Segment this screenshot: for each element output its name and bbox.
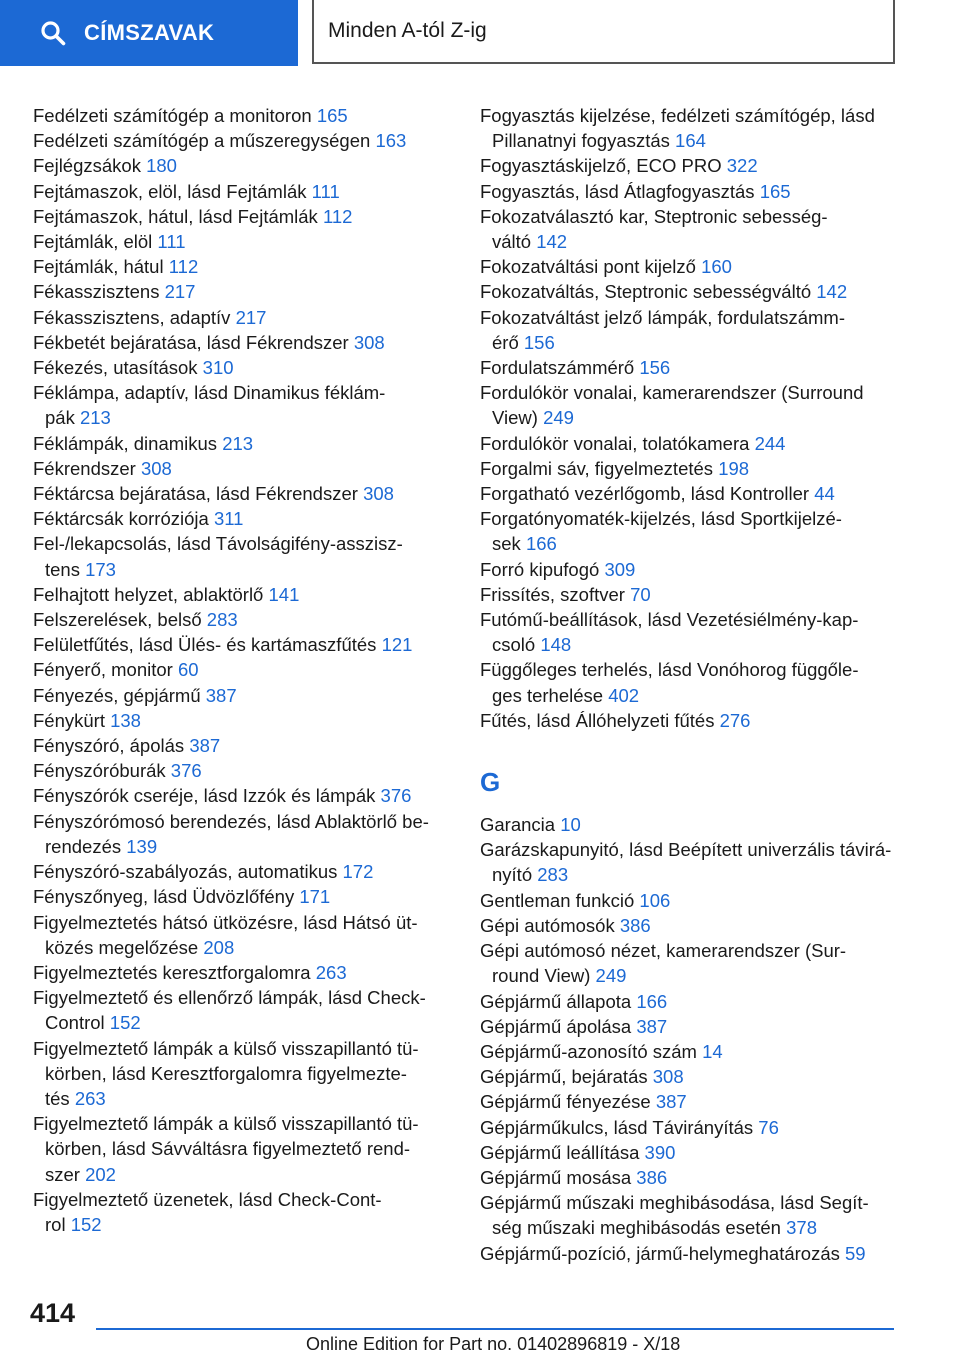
index-entry-text: Garázskapunyitó, lásd Beépített univerzális távirá- [480,839,892,861]
index-entry-text: Fényezés, gépjármű [33,684,201,706]
page-reference-link[interactable]: 308 [652,1066,684,1088]
index-entry-text: Fokozatválasztó kar, Steptronic sebesség- [480,205,828,227]
index-entry [480,153,905,178]
keywords-tab-label: CÍMSZAVAK [84,20,215,45]
footer-divider [96,1328,894,1330]
index-entry [480,557,905,582]
index-column-left [33,103,453,1237]
index-entry [480,355,905,380]
index-entry [480,989,905,1014]
index-entry [33,632,453,657]
index-entry [480,708,905,733]
index-entry-text: Fogyasztás kijelzése, fedélzeti számítógép, lásd [480,105,875,126]
index-entry-text: Fokozatváltási pont kijelző [480,256,696,278]
page-reference-link[interactable]: 308 [140,457,172,479]
index-entry-text: közés megelőzése [45,936,199,958]
keywords-tab[interactable] [0,0,298,66]
index-entry [33,910,453,960]
index-entry [480,913,905,938]
page-reference-link[interactable]: 112 [322,205,353,227]
page-reference-link[interactable]: 308 [353,331,385,353]
index-entry [33,481,453,506]
index-entry [33,859,453,884]
index-entry [480,1115,905,1140]
index-entry-text: Fűtés, lásd Állóhelyzeti fűtés [480,709,715,731]
page-reference-link[interactable]: 142 [536,231,568,253]
index-entry-text: Féktárcsa bejáratása, lásd Fékrendszer [33,483,358,505]
page-reference-link[interactable]: 142 [816,281,848,303]
index-entry [33,683,453,708]
index-entry-text: Figyelmeztető lámpák a külső visszapillantó tü- [33,1037,419,1059]
index-entry-text: Gépi autómosók [480,914,615,936]
index-entry [480,888,905,913]
index-entry-text: Gépjármű mosása [480,1166,632,1188]
page-reference-link[interactable]: 311 [213,508,244,530]
page-reference-link[interactable]: 166 [525,533,557,555]
index-entry-text: pák [45,407,75,429]
index-entry [33,531,453,581]
index-entry [480,380,905,430]
a-to-z-tab[interactable] [312,0,895,64]
index-entry-text: Fordulókör vonalai, kamerarendszer (Surround [480,382,864,404]
index-entry [33,229,453,254]
index-entry-text: Gépjármű műszaki meghibásodása, lásd Segít- [480,1192,869,1214]
index-entry-text: Fejtámaszok, elöl, lásd Fejtámlák [33,180,307,202]
index-group-f [480,103,905,733]
index-entry [480,179,905,204]
page-reference-link[interactable]: 166 [636,990,668,1012]
index-entry [480,1190,905,1240]
page-reference-link[interactable]: 390 [644,1141,676,1163]
page-reference-link[interactable]: 208 [203,936,235,958]
page-reference-link[interactable]: 217 [235,306,267,328]
index-entry-text: Fényszóró-szabályozás, automatikus [33,861,338,883]
a-to-z-tab-label: Minden A-tól Z-ig [328,19,487,42]
page-reference-link[interactable]: 121 [381,634,413,656]
index-entry-text: érő [492,331,519,353]
index-entry [480,431,905,456]
index-entry-text: Felszerelések, belső [33,609,202,631]
index-entry-text: Gépjármű leállítása [480,1141,640,1163]
index-entry [480,305,905,355]
index-entry-text: Gépjármű-pozíció, jármű-helymeghatározás [480,1242,840,1264]
index-entry-text: Gépjármű fényezése [480,1091,651,1113]
index-entry-text: Figyelmeztetés keresztforgalomra [33,961,311,983]
index-entry-text: Forgalmi sáv, figyelmeztetés [480,457,714,479]
index-entry-text: Fényszórómosó berendezés, lásd Ablaktörlő be- [33,810,429,832]
index-entry-text: Fokozatváltást jelző lámpák, fordulatszámm- [480,306,845,328]
page-reference-link[interactable]: 386 [636,1166,668,1188]
page-reference-link[interactable]: 164 [675,130,706,152]
page-reference-link[interactable]: 263 [315,961,347,983]
page-reference-link[interactable]: 213 [79,407,111,429]
page-reference-link[interactable]: 165 [316,105,348,126]
index-entry [33,657,453,682]
page-reference-link[interactable]: 308 [363,483,394,505]
page-reference-link[interactable]: 244 [754,432,786,454]
index-entry-text: Futómű-beállítások, lásd Vezetésiélmény-kap- [480,609,859,631]
index-entry [480,279,905,304]
page-reference-link[interactable]: 276 [719,709,751,731]
page-reference-link[interactable]: 263 [74,1087,106,1109]
index-entry [33,733,453,758]
page-reference-link[interactable]: 310 [202,357,234,379]
page-reference-link[interactable]: 70 [630,583,651,605]
page-reference-link[interactable]: 171 [299,886,331,908]
page-reference-link[interactable]: 163 [375,130,407,152]
index-entry-text: Fejlégzsákok [33,155,141,177]
index-entry-text: rol [45,1213,66,1235]
index-entry-text: rendezés [45,835,122,857]
index-entry [33,1036,453,1112]
page-reference-link[interactable]: 249 [543,407,574,429]
index-entry [33,1111,453,1187]
index-entry-text: Gépi autómosó nézet, kamerarendszer (Sur- [480,940,847,962]
index-group-g [480,812,905,1266]
index-entry-text: Gentleman funkció [480,889,635,911]
index-entry-text: Fejtámlák, hátul [33,256,164,278]
page-reference-link[interactable]: 112 [168,256,199,278]
index-entry-text: Fékbetét bejáratása, lásd Fékrendszer [33,331,349,353]
index-entry-text: View) [492,407,538,429]
page-reference-link[interactable]: 111 [311,180,340,202]
page-reference-link[interactable]: 283 [206,609,238,631]
index-entry [480,1165,905,1190]
index-entry-text: sek [492,533,521,555]
index-entry-text: Fékrendszer [33,457,136,479]
page-reference-link[interactable]: 217 [164,281,196,303]
index-entry [33,985,453,1035]
page-reference-link[interactable]: 386 [619,914,651,936]
index-entry-text: Forró kipufogó [480,558,600,580]
page-reference-link[interactable]: 387 [189,735,221,757]
page-reference-link[interactable]: 76 [758,1116,779,1138]
page-reference-link[interactable]: 10 [560,814,581,836]
page-reference-link[interactable]: 152 [70,1213,102,1235]
index-entry-text: Fékasszisztens, adaptív [33,306,231,328]
index-entry [33,960,453,985]
index-entry [480,103,905,153]
index-entry [33,809,453,859]
index-entry-text: Fényerő, monitor [33,659,173,681]
page-reference-link[interactable]: 249 [595,965,627,987]
index-entry [480,837,905,887]
index-entry-text: Fokozatváltás, Steptronic sebességváltó [480,281,812,303]
page-reference-link[interactable]: 160 [701,256,732,278]
index-entry-text: váltó [492,231,532,253]
page-reference-link[interactable]: 173 [85,558,116,580]
index-entry [33,103,453,128]
page-number: 414 [30,1298,76,1328]
index-entry [33,607,453,632]
index-entry-text: Frissítés, szoftver [480,583,625,605]
index-entry [480,1241,905,1266]
index-entry-text: szer [45,1163,80,1185]
page-reference-link[interactable]: 152 [109,1012,141,1034]
index-entry-text: Gépjármű ápolása [480,1015,632,1037]
index-entry-text: Figyelmeztető lámpák a külső visszapillantó tü- [33,1113,419,1135]
index-entry-text: csoló [492,634,536,656]
index-entry-text: Fordulókör vonalai, tolatókamera [480,432,750,454]
index-entry [480,812,905,837]
index-entry-text: Fogyasztás, lásd Átlagfogyasztás [480,180,755,202]
index-entry-text: Felhajtott helyzet, ablaktörlő [33,583,264,605]
index-entry-text: Figyelmeztetés hátsó ütközésre, lásd Hátsó üt- [33,911,418,933]
index-entry [33,254,453,279]
index-column-right [480,103,905,1266]
index-entry-text: Pillanatnyi fogyasztás [492,130,670,152]
index-entry [480,1039,905,1064]
index-entry-text: Féklámpák, dinamikus [33,432,218,454]
page-reference-link[interactable]: 138 [110,709,141,731]
page-reference-link[interactable]: 106 [639,889,671,911]
index-entry [480,481,905,506]
page-reference-link[interactable]: 376 [170,760,202,782]
index-entry [33,1187,453,1237]
index-entry-text: tés [45,1087,70,1109]
index-entry-text: ség műszaki meghibásodás esetén [492,1217,781,1239]
page-reference-link[interactable]: 44 [814,483,835,505]
index-entry [33,884,453,909]
index-entry-text: Fejtámaszok, hátul, lásd Fejtámlák [33,205,318,227]
page-reference-link[interactable]: 202 [85,1163,116,1185]
index-entry [33,431,453,456]
page-reference-link[interactable]: 213 [222,432,254,454]
page-reference-link[interactable]: 148 [540,634,572,656]
index-entry [480,607,905,657]
index-entry [33,708,453,733]
page-reference-link[interactable]: 387 [636,1015,668,1037]
page-reference-link[interactable]: 180 [146,155,177,177]
index-entry [33,279,453,304]
index-entry-text: körben, lásd Keresztforgalomra figyelmezte- [45,1062,407,1084]
index-entry [33,506,453,531]
index-entry-text: Féklámpa, adaptív, lásd Dinamikus féklám- [33,382,386,404]
page-reference-link[interactable]: 14 [702,1040,723,1062]
page-reference-link[interactable]: 111 [157,231,186,253]
index-entry-text: Felületfűtés, lásd Ülés- és kartámaszfűtés [33,634,377,656]
index-entry-text: Féktárcsák korróziója [33,508,209,530]
page-reference-link[interactable]: 402 [608,684,640,706]
index-entry [480,938,905,988]
index-entry [480,456,905,481]
index-entry-text: Függőleges terhelés, lásd Vonóhorog függőle- [480,659,859,681]
index-entry [33,305,453,330]
page-reference-link[interactable]: 156 [639,357,671,379]
edition-footer: Online Edition for Part no. 01402896819 - X/18 [306,1334,681,1354]
top-navigation [0,0,960,66]
index-entry [480,1140,905,1165]
page-reference-link[interactable]: 387 [205,684,237,706]
index-entry-text: Fedélzeti számítógép a műszeregységen [33,130,371,152]
index-entry-text: nyító [492,864,533,886]
page-reference-link[interactable]: 387 [655,1091,687,1113]
index-entry-text: ges terhelése [492,684,604,706]
index-entry [480,1064,905,1089]
index-entry-text: Fordulatszámmérő [480,357,635,379]
page-reference-link[interactable]: 198 [718,457,750,479]
index-entry [480,1014,905,1039]
index-entry-text: Forgatónyomaték-kijelzés, lásd Sportkijelzé- [480,508,842,530]
index-entry-text: Fogyasztáskijelző, ECO PRO [480,155,722,177]
index-entry [480,657,905,707]
page-reference-link[interactable]: 283 [537,864,569,886]
index-entry [33,179,453,204]
index-entry-text: Fényszőnyeg, lásd Üdvözlőfény [33,886,295,908]
page-reference-link[interactable]: 165 [759,180,791,202]
page-reference-link[interactable]: 139 [126,835,158,857]
index-entry [33,355,453,380]
page-reference-link[interactable]: 59 [845,1242,866,1264]
index-entry [33,128,453,153]
index-entry [480,1089,905,1114]
page-reference-link[interactable]: 156 [523,331,555,353]
page-reference-link[interactable]: 309 [604,558,636,580]
index-entry [33,204,453,229]
index-entry [480,254,905,279]
index-entry [33,330,453,355]
page-reference-link[interactable]: 378 [786,1217,817,1239]
index-entry-text: Control [45,1012,105,1034]
index-entry-text: Fedélzeti számítógép a monitoron [33,105,312,126]
index-entry-text: Garancia [480,814,556,836]
index-entry-text: Figyelmeztető és ellenőrző lámpák, lásd Check- [33,987,426,1009]
index-entry [33,456,453,481]
index-entry [33,380,453,430]
index-entry-text: Figyelmeztető üzenetek, lásd Check-Cont- [33,1188,382,1210]
index-entry-text: Fényszóróburák [33,760,166,782]
index-entry [33,758,453,783]
page-reference-link[interactable]: 60 [177,659,199,681]
page-reference-link[interactable]: 141 [268,583,300,605]
section-letter-heading: G [480,767,501,798]
index-entry [33,582,453,607]
search-icon [40,20,66,46]
index-entry [480,582,905,607]
index-entry [480,506,905,556]
index-entry-text: round View) [492,965,591,987]
index-entry-text: Fékezés, utasítások [33,357,198,379]
index-entry-text: tens [45,558,80,580]
index-entry-text: Gépjármű állapota [480,990,632,1012]
index-entry-text: Fel-/lekapcsolás, lásd Távolságifény-asszisz- [33,533,403,555]
index-entry-text: Gépjármű, bejáratás [480,1066,648,1088]
index-entry-text: Fékasszisztens [33,281,160,303]
page-reference-link[interactable]: 322 [726,155,758,177]
index-entry-text: Gépjárműkulcs, lásd Távirányítás [480,1116,754,1138]
page-reference-link[interactable]: 376 [380,785,412,807]
index-entry-text: Fénykürt [33,709,105,731]
index-entry-text: Gépjármű-azonosító szám [480,1040,697,1062]
index-entry [480,204,905,254]
index-entry [33,783,453,808]
index-entry-text: Fényszórók cseréje, lásd Izzók és lámpák [33,785,376,807]
index-entry-text: Forgatható vezérlőgomb, lásd Kontroller [480,483,810,505]
page-reference-link[interactable]: 172 [342,861,374,883]
index-entry-text: Fejtámlák, elöl [33,231,153,253]
index-entry [33,153,453,178]
index-entry-text: körben, lásd Sávváltásra figyelmeztető rend- [45,1138,411,1160]
index-entry-text: Fényszóró, ápolás [33,735,185,757]
